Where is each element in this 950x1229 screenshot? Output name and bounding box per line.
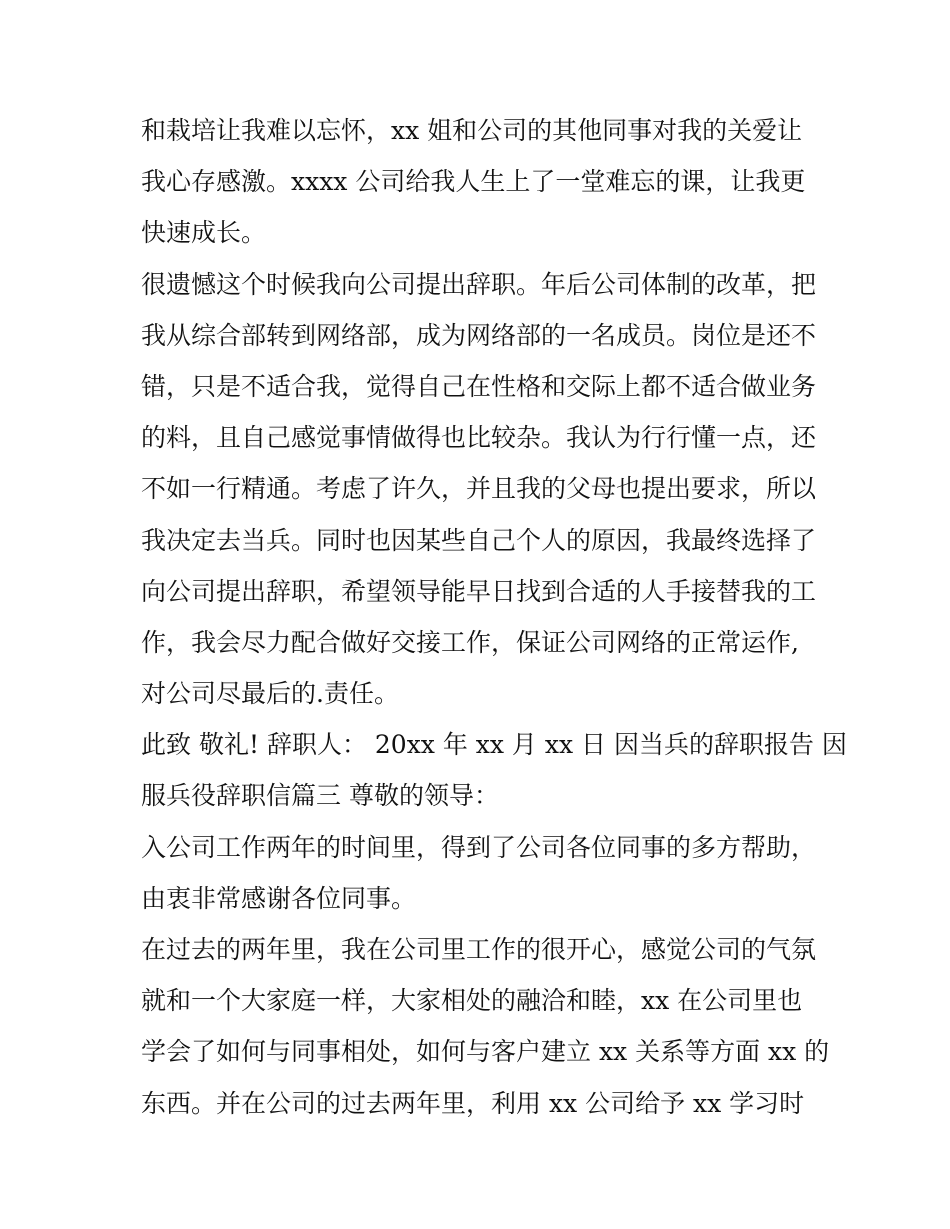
text-line: 很遗憾这个时候我向公司提出辞职。年后公司体制的改革，把 <box>141 269 817 299</box>
text-line: 对公司尽最后的.责任。 <box>141 679 399 709</box>
text-line: 的料，且自己感觉事情做得也比较杂。我认为行行懂一点，还 <box>141 423 817 453</box>
text-line: 和栽培让我难以忘怀，xx 姐和公司的其他同事对我的关爱让 <box>141 116 803 145</box>
text-line: 服兵役辞职信篇三 尊敬的领导： <box>141 781 499 811</box>
text-line: 错，只是不适合我，觉得自己在性格和交际上都不适合做业务 <box>141 371 817 401</box>
text-line: 在过去的两年里，我在公司里工作的很开心，感觉公司的气氛 <box>141 935 817 964</box>
text-line: 我决定去当兵。同时也因某些自己个人的原因，我最终选择了 <box>141 525 817 555</box>
text-line: 就和一个大家庭一样，大家相处的融洽和睦，xx 在公司里也 <box>141 986 803 1016</box>
text-line: 我从综合部转到网络部，成为网络部的一名成员。岗位是还不 <box>141 320 817 350</box>
text-line: 由衷非常感谢各位同事。 <box>141 883 417 913</box>
text-line: 我心存感激。xxxx 公司给我人生上了一堂难忘的课，让我更 <box>141 167 806 197</box>
text-line: 向公司提出辞职，希望领导能早日找到合适的人手接替我的工 <box>141 576 817 606</box>
text-line: 作，我会尽力配合做好交接工作，保证公司网络的正常运作, <box>141 627 799 657</box>
text-line: 东西。并在公司的过去两年里，利用 xx 公司给予 xx 学习时 <box>141 1088 805 1118</box>
document-body <box>141 105 847 1129</box>
text-line: 学会了如何与同事相处，如何与客户建立 xx 关系等方面 xx 的 <box>141 1037 830 1067</box>
text-line: 此致 敬礼! 辞职人： 20xx 年 xx 月 xx 日 因当兵的辞职报告 因 <box>141 730 847 760</box>
text-line: 快速成长。 <box>141 218 267 248</box>
text-line: 入公司工作两年的时间里，得到了公司各位同事的多方帮助， <box>141 832 817 862</box>
text-line: 不如一行精通。考虑了许久，并且我的父母也提出要求，所以 <box>141 474 817 504</box>
